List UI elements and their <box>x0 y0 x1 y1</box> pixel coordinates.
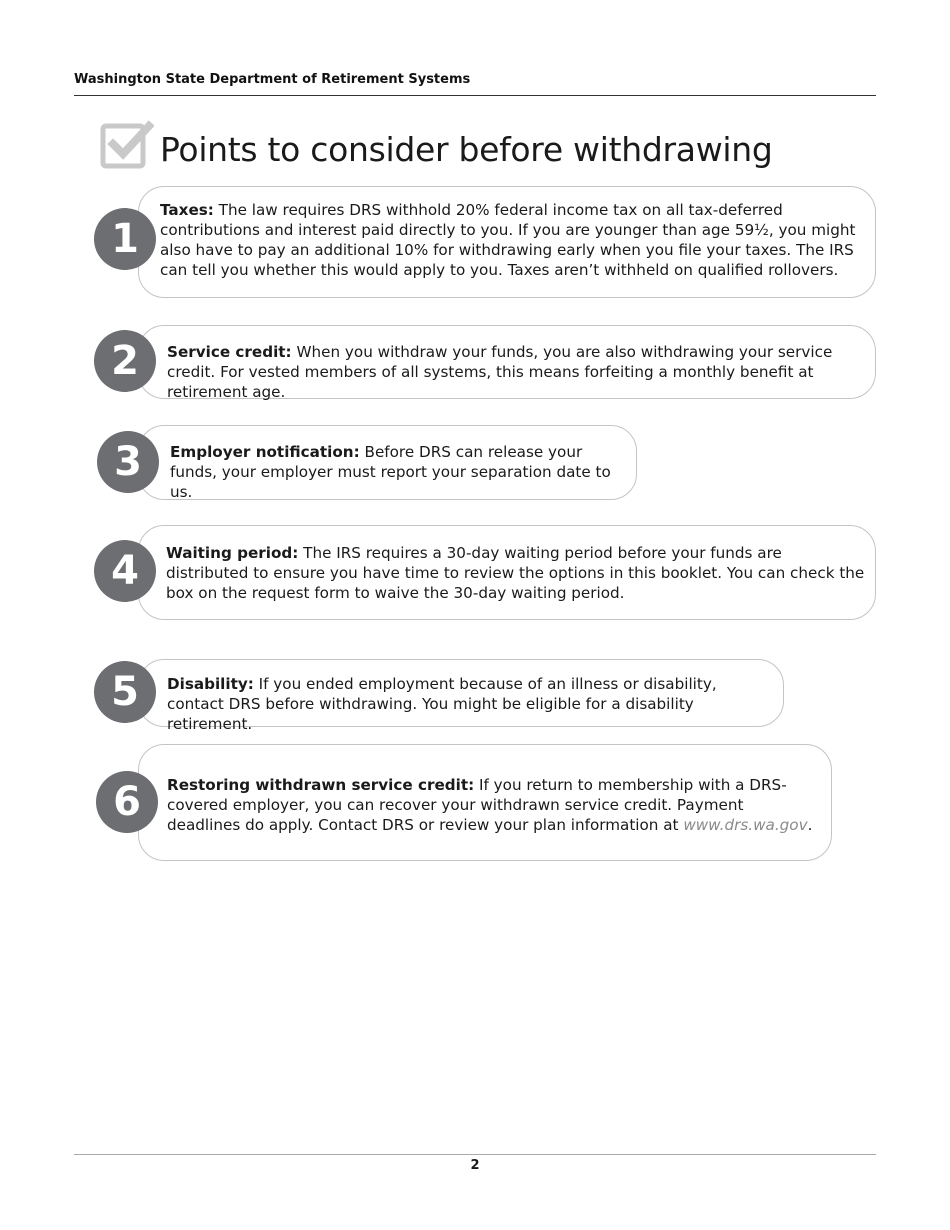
point-6-number-badge: 6 <box>96 771 158 833</box>
point-6-label: Restoring withdrawn service credit: <box>167 776 475 794</box>
page-title: Points to consider before withdrawing <box>160 130 773 169</box>
point-2-label: Service credit: <box>167 343 292 361</box>
document-header: Washington State Department of Retirement Systems <box>74 72 471 87</box>
point-1-body: The law requires DRS withhold 20% federal income tax on all tax-deferred contributions and interest paid directly to you. If you are younger than age 59½, you might also have to pay an additional 10% for withdrawing early when you file your taxes. The IRS can tell you whether this would apply to you. Taxes aren’t withheld on qualified rollovers. <box>160 201 856 279</box>
point-3-text <box>170 442 625 502</box>
point-1-text <box>160 200 860 280</box>
point-6-body: If you return to membership with a DRS-covered employer, you can recover your withdrawn service credit. Payment deadlines do apply. Contact DRS or review your plan information at <box>167 776 787 834</box>
point-2-text <box>167 342 867 402</box>
footer-divider <box>74 1154 876 1155</box>
point-2-body: When you withdraw your funds, you are also withdrawing your service credit. For vested members of all systems, this means forfeiting a monthly benefit at retirement age. <box>167 343 833 401</box>
point-5-text <box>167 674 772 734</box>
point-5-label: Disability: <box>167 675 254 693</box>
point-5-body: If you ended employment because of an illness or disability, contact DRS before withdrawing. You might be eligible for a disability retirement. <box>167 675 717 733</box>
point-4-number-badge: 4 <box>94 540 156 602</box>
point-3-number-badge: 3 <box>97 431 159 493</box>
point-1-number-badge: 1 <box>94 208 156 270</box>
point-1-label: Taxes: <box>160 201 214 219</box>
point-4-label: Waiting period: <box>166 544 299 562</box>
page-number: 2 <box>470 1158 480 1173</box>
header-divider <box>74 95 876 96</box>
drs-website-link[interactable]: www.drs.wa.gov <box>683 816 808 834</box>
point-4-text <box>166 543 866 603</box>
point-3-body: Before DRS can release your funds, your employer must report your separation date to us. <box>170 443 611 501</box>
point-5-number-badge: 5 <box>94 661 156 723</box>
point-2-number-badge: 2 <box>94 330 156 392</box>
point-3-label: Employer notification: <box>170 443 360 461</box>
point-6-trailing-period: . <box>807 816 813 834</box>
checkbox-check-icon <box>100 120 154 170</box>
point-6-text <box>167 775 817 835</box>
point-4-body: The IRS requires a 30-day waiting period before your funds are distributed to ensure you have time to review the options in this booklet. You can check the box on the request form to waive the 30-day waiting period. <box>166 544 865 602</box>
